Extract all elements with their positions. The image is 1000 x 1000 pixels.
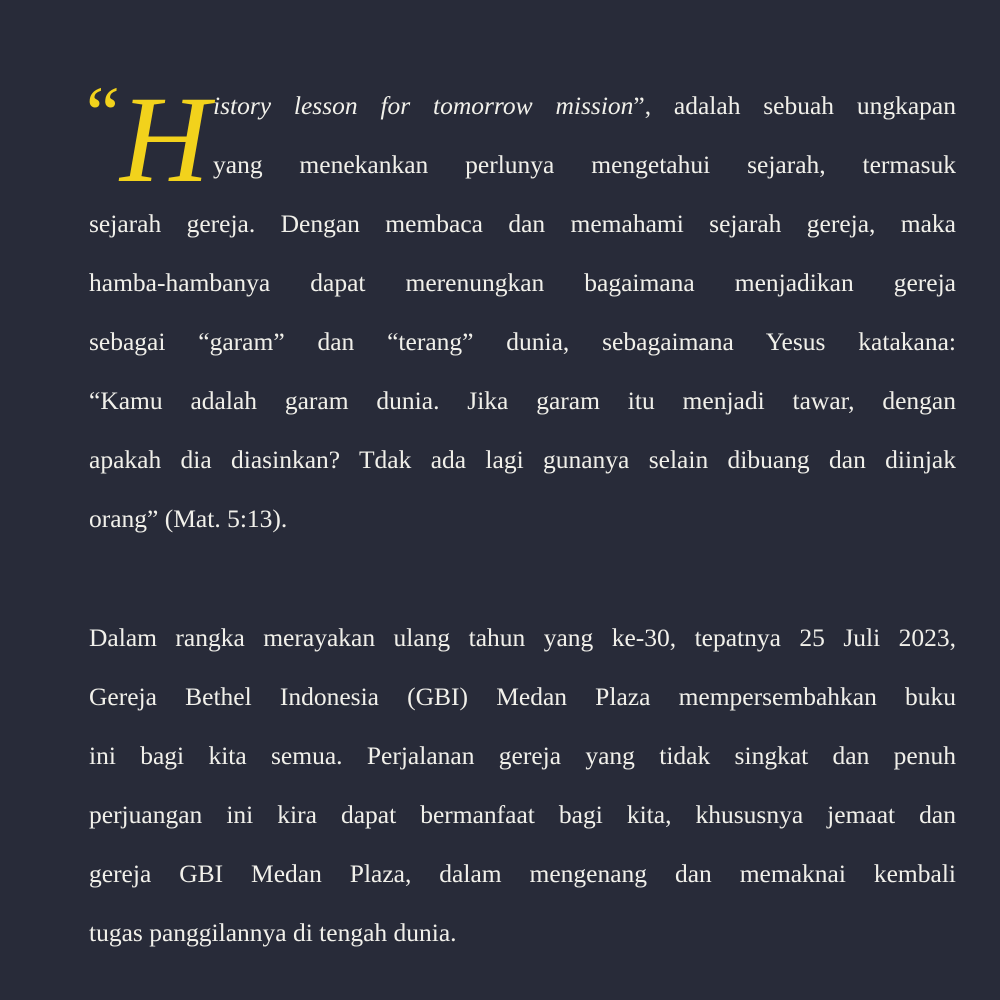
paragraph-line: tugas panggilannya di tengah dunia.	[89, 918, 457, 947]
paragraph-line-text: ”, adalah sebuah ungkapan	[633, 91, 956, 120]
paragraph-line: orang” (Mat. 5:13).	[89, 504, 288, 533]
paragraph-line: ini bagi kita semua. Perjalanan gereja yang tidak singkat dan penuh	[89, 741, 956, 770]
paragraph-line: Gereja Bethel Indonesia (GBI) Medan Plaza mempersembahkan buku	[89, 682, 956, 711]
opening-quote-mark: “	[86, 72, 120, 156]
paragraph-line: yang menekankan perlunya mengetahui sejarah, termasuk	[213, 150, 956, 179]
paragraph-line: Dalam rangka merayakan ulang tahun yang ke-30, tepatnya 25 Juli 2023,	[89, 623, 956, 652]
paragraph-line: sebagai “garam” dan “terang” dunia, sebagaimana Yesus katakana:	[89, 327, 956, 356]
paragraph-line: “Kamu adalah garam dunia. Jika garam itu menjadi tawar, dengan	[89, 386, 956, 415]
paragraph-line: gereja GBI Medan Plaza, dalam mengenang dan memaknai kembali	[89, 859, 956, 888]
paragraph-line: sejarah gereja. Dengan membaca dan memahami sejarah gereja, maka	[89, 209, 956, 238]
drop-cap-letter: H	[120, 71, 210, 208]
paragraph-line: hamba-hambanya dapat merenungkan bagaimana menjadikan gereja	[89, 268, 956, 297]
quoted-phrase: istory lesson for tomorrow mission	[213, 91, 634, 120]
paragraph-line	[213, 86, 956, 126]
paragraph-line: perjuangan ini kira dapat bermanfaat bagi kita, khususnya jemaat dan	[89, 800, 956, 829]
paragraph-line: apakah dia diasinkan? Tdak ada lagi gunanya selain dibuang dan diinjak	[89, 445, 956, 474]
